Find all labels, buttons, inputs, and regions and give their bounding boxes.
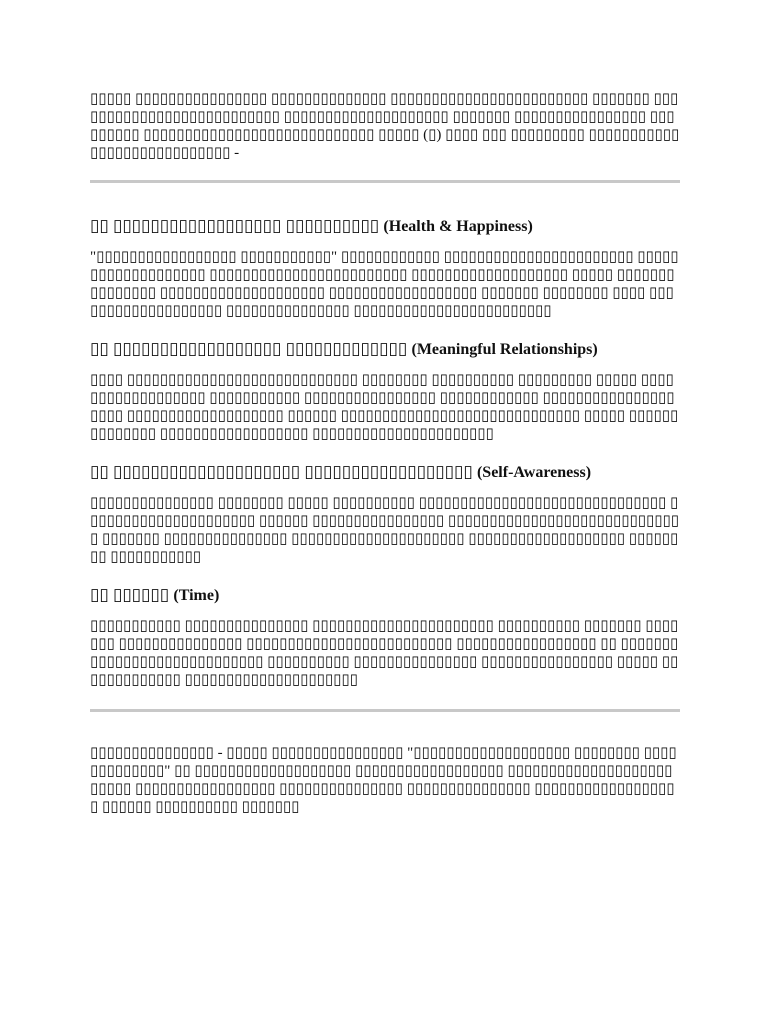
section-english-title: (Self-Awareness) — [476, 464, 592, 481]
section-number: ▯▯ — [90, 216, 109, 235]
document-page — [90, 88, 680, 816]
section-title: ▯▯▯▯▯▯ — [112, 585, 170, 604]
section-body-time: ▯▯▯▯▯▯▯▯▯▯▯ ▯▯▯▯▯▯▯▯▯▯▯▯▯▯▯ ▯▯▯▯▯▯▯▯▯▯▯▯▯▯▯▯▯▯▯▯▯▯ ▯▯▯▯▯▯▯▯▯▯ ▯▯▯▯▯▯▯ ▯▯▯▯▯▯▯ ▯▯▯▯▯▯▯▯▯▯▯▯▯▯▯ ▯▯▯▯▯▯▯▯▯▯▯▯▯▯▯▯▯▯▯▯▯▯▯▯▯ ▯▯▯▯▯▯▯▯▯▯▯▯▯▯▯▯▯ ▯▯ ▯▯▯▯▯▯▯ ▯▯▯▯▯▯▯▯▯▯▯▯▯▯▯▯▯▯▯▯▯ ▯▯▯▯▯▯▯▯▯▯ ▯▯▯▯▯▯▯▯▯▯▯▯▯▯▯ ▯▯▯▯▯▯▯▯▯▯▯▯▯▯▯▯ ▯▯▯▯▯ ▯▯▯▯▯▯▯▯▯▯▯▯▯ ▯▯▯▯▯▯▯▯▯▯▯▯▯▯▯▯▯▯▯▯▯ — [90, 618, 679, 688]
divider-bottom — [90, 709, 680, 712]
section-body-relationships: ▯▯▯▯ ▯▯▯▯▯▯▯▯▯▯▯▯▯▯▯▯▯▯▯▯▯▯▯▯▯▯▯▯ ▯▯▯▯▯▯▯▯ ▯▯▯▯▯▯▯▯▯▯ ▯▯▯▯▯▯▯▯▯ ▯▯▯▯▯ ▯▯▯▯▯▯▯▯▯▯▯▯▯▯▯▯▯▯ ▯▯▯▯▯▯▯▯▯▯▯ ▯▯▯▯▯▯▯▯▯▯▯▯▯▯▯▯ ▯▯▯▯▯▯▯▯▯▯▯▯ ▯▯▯▯▯▯▯▯▯▯▯▯▯▯▯▯▯▯▯▯ ▯▯▯▯▯▯▯▯▯▯▯▯▯▯▯▯▯▯▯ ▯▯▯▯▯▯ ▯▯▯▯▯▯▯▯▯▯▯▯▯▯▯▯▯▯▯▯▯▯▯▯▯▯▯▯▯ ▯▯▯▯▯ ▯▯▯▯▯▯▯▯▯▯▯▯▯▯ ▯▯▯▯▯▯▯▯▯▯▯▯▯▯▯▯▯▯ ▯▯▯▯▯▯▯▯▯▯▯▯▯▯▯▯▯▯▯▯▯▯ — [90, 372, 679, 442]
section-body-self-awareness: ▯▯▯▯▯▯▯▯▯▯▯▯▯▯▯ ▯▯▯▯▯▯▯▯ ▯▯▯▯▯ ▯▯▯▯▯▯▯▯▯▯ ▯▯▯▯▯▯▯▯▯▯▯▯▯▯▯▯▯▯▯▯▯▯▯▯▯▯▯▯▯▯ ▯▯▯▯▯▯▯▯▯▯▯▯▯▯▯▯▯▯▯▯▯ ▯▯▯▯▯▯ ▯▯▯▯▯▯▯▯▯▯▯▯▯▯▯▯ ▯▯▯▯▯▯▯▯▯▯▯▯▯▯▯▯▯▯▯▯▯▯▯▯▯▯▯▯▯ ▯▯▯▯▯▯▯ ▯▯▯▯▯▯▯▯▯▯▯▯▯▯▯ ▯▯▯▯▯▯▯▯▯▯▯▯▯▯▯▯▯▯▯▯▯ ▯▯▯▯▯▯▯▯▯▯▯▯▯▯▯▯▯▯▯ ▯▯▯▯▯▯▯▯ ▯▯▯▯▯▯▯▯▯▯▯ — [90, 495, 680, 565]
intro-paragraph: ▯▯▯▯▯ ▯▯▯▯▯▯▯▯▯▯▯▯▯▯▯▯ ▯▯▯▯▯▯▯▯▯▯▯▯▯▯ ▯▯▯▯▯▯▯▯▯▯▯▯▯▯▯▯▯▯▯▯▯▯▯▯ ▯▯▯▯▯▯▯ ▯▯▯▯▯▯▯▯▯▯▯▯▯▯▯▯▯▯▯▯▯▯▯▯▯▯ ▯▯▯▯▯▯▯▯▯▯▯▯▯▯▯▯▯▯▯▯ ▯▯▯▯▯▯▯ ▯▯▯▯▯▯▯▯▯▯▯▯▯▯▯▯ ▯▯▯▯▯▯▯▯▯ ▯▯▯▯▯▯▯▯▯▯▯▯▯▯▯▯▯▯▯▯▯▯▯▯▯▯▯▯ ▯▯▯▯▯ (▯) ▯▯▯▯ ▯▯▯ ▯▯▯▯▯▯▯▯▯ ▯▯▯▯▯▯▯▯▯▯▯▯▯▯▯▯▯▯▯▯▯▯▯▯▯▯▯▯ - — [90, 91, 680, 161]
section-heading-time — [90, 584, 680, 607]
section-title: ▯▯▯▯▯▯▯▯▯▯▯▯▯▯▯▯▯▯▯▯ ▯▯▯▯▯▯▯▯▯▯▯▯▯▯▯▯▯▯ — [112, 462, 473, 481]
section-body-health: "▯▯▯▯▯▯▯▯▯▯▯▯▯▯▯▯▯ ▯▯▯▯▯▯▯▯▯▯▯" ▯▯▯▯▯▯▯▯▯▯▯▯ ▯▯▯▯▯▯▯▯▯▯▯▯▯▯▯▯▯▯▯▯▯▯▯ ▯▯▯▯▯▯▯▯▯▯▯▯▯▯▯▯▯▯▯ ▯▯▯▯▯▯▯▯▯▯▯▯▯▯▯▯▯▯▯▯▯▯▯▯ ▯▯▯▯▯▯▯▯▯▯▯▯▯▯▯▯▯▯▯ ▯▯▯▯▯ ▯▯▯▯▯▯▯ ▯▯▯▯▯▯▯▯ ▯▯▯▯▯▯▯▯▯▯▯▯▯▯▯▯▯▯▯▯ ▯▯▯▯▯▯▯▯▯▯▯▯▯▯▯▯▯▯ ▯▯▯▯▯▯▯ ▯▯▯▯▯▯▯▯ ▯▯▯▯ ▯▯▯▯▯▯▯▯▯▯▯▯▯▯▯▯▯▯▯ ▯▯▯▯▯▯▯▯▯▯▯▯▯▯▯ ▯▯▯▯▯▯▯▯▯▯▯▯▯▯▯▯▯▯▯▯▯▯▯▯ — [90, 249, 679, 319]
section-number: ▯▯ — [90, 339, 109, 358]
section-number: ▯▯ — [90, 585, 109, 604]
section-heading-relationships — [90, 338, 680, 361]
section-english-title: (Meaningful Relationships) — [411, 341, 598, 358]
section-english-title: (Health & Happiness) — [383, 218, 533, 235]
section-title: ▯▯▯▯▯▯▯▯▯▯▯▯▯▯▯▯▯▯ ▯▯▯▯▯▯▯▯▯▯▯▯▯ — [112, 339, 408, 358]
section-title: ▯▯▯▯▯▯▯▯▯▯▯▯▯▯▯▯▯▯ ▯▯▯▯▯▯▯▯▯▯ — [112, 216, 380, 235]
divider-top — [90, 180, 680, 183]
closing-paragraph: ▯▯▯▯▯▯▯▯▯▯▯▯▯▯▯ - ▯▯▯▯▯ ▯▯▯▯▯▯▯▯▯▯▯▯▯▯▯▯ "▯▯▯▯▯▯▯▯▯▯▯▯▯▯▯▯▯▯▯ ▯▯▯▯▯▯▯▯ ▯▯▯▯▯▯▯▯▯▯▯▯▯" ▯▯ ▯▯▯▯▯▯▯▯▯▯▯▯▯▯▯▯▯▯▯ ▯▯▯▯▯▯▯▯▯▯▯▯▯▯▯▯▯▯ ▯▯▯▯▯▯▯▯▯▯▯▯▯▯▯▯▯▯▯▯▯▯▯▯▯ ▯▯▯▯▯▯▯▯▯▯▯▯▯▯▯▯▯ ▯▯▯▯▯▯▯▯▯▯▯▯▯▯▯ ▯▯▯▯▯▯▯▯▯▯▯▯▯▯▯ ▯▯▯▯▯▯▯▯▯▯▯▯▯▯▯▯▯▯ ▯▯▯▯▯▯ ▯▯▯▯▯▯▯▯▯▯ ▯▯▯▯▯▯▯ — [90, 745, 677, 815]
section-heading-health — [90, 215, 680, 238]
section-number: ▯▯ — [90, 462, 109, 481]
section-heading-self-awareness — [90, 461, 680, 484]
section-english-title: (Time) — [173, 587, 220, 604]
